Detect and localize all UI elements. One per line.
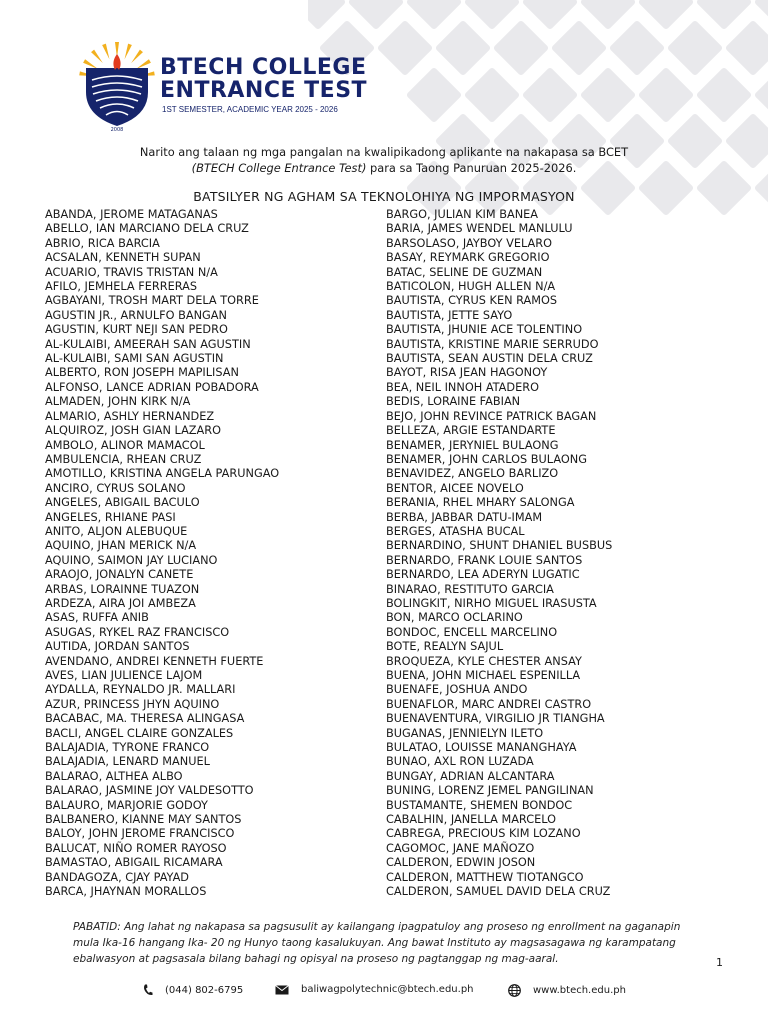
footer-email <box>275 984 474 995</box>
name-list-item: BOLINGKIT, NIRHO MIGUEL IRASUSTA <box>386 596 597 610</box>
name-list-item: BINARAO, RESTITUTO GARCIA <box>386 582 554 596</box>
btech-logo-icon <box>78 40 156 132</box>
name-list-item: ABELLO, IAN MARCIANO DELA CRUZ <box>45 222 249 236</box>
name-list-item: BON, MARCO OCLARINO <box>386 611 523 625</box>
name-list-item: AYDALLA, REYNALDO JR. MALLARI <box>45 683 236 697</box>
name-list-item: BASAY, REYMARK GREGORIO <box>386 251 550 265</box>
name-list-item: ALMADEN, JOHN KIRK N/A <box>45 395 191 409</box>
name-list-item: AVES, LIAN JULIENCE LAJOM <box>45 669 203 682</box>
name-list-item: AMOTILLO, KRISTINA ANGELA PARUNGAO <box>45 467 280 481</box>
name-list-item: AQUINO, JHAN MERICK N/A <box>45 539 197 553</box>
footer-phone-text: (044) 802-6795 <box>165 984 244 996</box>
name-list-item: CALDERON, MATTHEW TIOTANGCO <box>386 870 584 884</box>
name-list-item: ANCIRO, CYRUS SOLANO <box>45 481 186 495</box>
footer-website-text[interactable]: www.btech.edu.ph <box>533 985 626 996</box>
name-list-item: BALARAO, JASMINE JOY VALDESOTTO <box>45 784 254 798</box>
name-list-item: BUNING, LORENZ JEMEL PANGILINAN <box>386 784 594 798</box>
name-list-item: BAUTISTA, CYRUS KEN RAMOS <box>386 294 558 308</box>
name-list-item: BERANIA, RHEL MHARY SALONGA <box>386 496 575 510</box>
header-title-line2: ENTRANCE TEST <box>160 78 368 103</box>
name-list-item: AFILO, JEMHELA FERRERAS <box>45 280 198 294</box>
intro-line2-rest: para sa Taong Panuruan 2025-2026. <box>366 161 577 175</box>
background-diamond <box>435 20 492 77</box>
intro-line2 <box>0 160 768 176</box>
name-list-item: BALAURO, MARJORIE GODOY <box>45 798 208 812</box>
name-list-item: BAYOT, RISA JEAN HAGONOY <box>386 366 548 380</box>
name-list-item: CABALHIN, JANELLA MARCELO <box>386 813 557 827</box>
name-list-item: BERNARDINO, SHUNT DHANIEL BUSBUS <box>386 539 613 553</box>
name-list-item: BERBA, JABBAR DATU-IMAM <box>386 510 543 524</box>
name-list-item: BULATAO, LOUISSE MANANGHAYA <box>386 741 577 755</box>
background-diamond <box>696 0 753 30</box>
program-title: BATSILYER NG AGHAM SA TEKNOLOHIYA NG IMPORMASYON <box>193 189 575 204</box>
name-list-item: BANDAGOZA, CJAY PAYAD <box>45 870 190 884</box>
name-list-item: ANGELES, RHIANE PASI <box>45 510 176 524</box>
name-list-item: BELLEZA, ARGIE ESTANDARTE <box>386 424 556 438</box>
name-list-item: CALDERON, SAMUEL DAVID DELA CRUZ <box>386 885 611 899</box>
background-diamond <box>348 0 405 30</box>
page-number: 1 <box>716 956 723 969</box>
name-list-item: BAUTISTA, JETTE SAYO <box>386 308 513 322</box>
name-list-item: AGUSTIN JR., ARNULFO BANGAN <box>45 308 227 322</box>
name-list-item: BARGO, JULIAN KIM BANEA <box>386 208 539 221</box>
intro-bcet-name: (BTECH College Entrance Test) <box>191 161 367 175</box>
footer-email-text[interactable]: baliwagpolytechnic@btech.edu.ph <box>301 984 474 995</box>
globe-icon <box>508 984 521 997</box>
name-list-item: ABRIO, RICA BARCIA <box>45 236 160 250</box>
name-list-item: ANITO, ALJON ALEBUQUE <box>45 524 188 538</box>
name-list-item: AVENDANO, ANDREI KENNETH FUERTE <box>45 654 264 668</box>
name-list-item: BENAMER, JOHN CARLOS BULAONG <box>386 452 587 466</box>
name-list-item: BAUTISTA, JHUNIE ACE TOLENTINO <box>386 323 583 337</box>
name-list-item: BROQUEZA, KYLE CHESTER ANSAY <box>386 654 582 668</box>
names-list-left <box>45 208 279 900</box>
name-list-item: BEDIS, LORAINE FABIAN <box>386 395 521 409</box>
name-list-item: AGBAYANI, TROSH MART DELA TORRE <box>45 294 259 308</box>
name-list-item: BEJO, JOHN REVINCE PATRICK BAGAN <box>386 409 597 423</box>
name-list-item: BARSOLASO, JAYBOY VELARO <box>386 236 553 250</box>
mail-icon <box>275 985 289 995</box>
background-diamond <box>522 67 579 124</box>
name-list-item: BACABAC, MA. THERESA ALINGASA <box>45 712 245 726</box>
name-list-item: BALOY, JOHN JEROME FRANCISCO <box>45 827 235 841</box>
name-list-item: AZUR, PRINCESS JHYN AQUINO <box>45 697 220 711</box>
name-list-item: ASAS, RUFFA ANIB <box>45 611 149 625</box>
background-diamond <box>406 0 463 30</box>
name-list-item: ACSALAN, KENNETH SUPAN <box>45 251 201 265</box>
name-list-item: BALAJADIA, LENARD MANUEL <box>45 755 210 769</box>
name-list-item: AL-KULAIBI, SAMI SAN AGUSTIN <box>45 352 224 366</box>
background-diamond <box>696 67 753 124</box>
name-list-item: CALDERON, EDWIN JOSON <box>386 856 536 870</box>
name-list-item: ARBAS, LORAINNE TUAZON <box>45 582 200 596</box>
name-list-item: BERNARDO, FRANK LOUIE SANTOS <box>386 553 583 567</box>
name-list-item: BUENAFE, JOSHUA ANDO <box>386 683 528 697</box>
name-list-item: BALUCAT, NIÑO ROMER RAYOSO <box>45 841 227 855</box>
name-list-item: BERNARDO, LEA ADERYN LUGATIC <box>386 568 580 582</box>
background-diamond <box>609 20 666 77</box>
background-diamond <box>464 67 521 124</box>
background-diamond <box>580 67 637 124</box>
background-diamond <box>638 0 695 30</box>
name-list-item: BAUTISTA, KRISTINE MARIE SERRUDO <box>386 337 599 351</box>
name-list-item: ASUGAS, RYKEL RAZ FRANCISCO <box>45 625 230 639</box>
name-list-item: CAGOMOC, JANE MAÑOZO <box>386 841 535 855</box>
name-list-item: BENTOR, AICEE NOVELO <box>386 481 524 495</box>
name-list-item: ARDEZA, AIRA JOI AMBEZA <box>45 596 196 610</box>
name-list-item: BUENA, JOHN MICHAEL ESPENILLA <box>386 669 581 682</box>
name-list-item: ABANDA, JEROME MATAGANAS <box>45 208 218 221</box>
contact-footer <box>0 984 768 1004</box>
name-list-item: AMBULENCIA, RHEAN CRUZ <box>45 452 202 466</box>
background-diamond <box>580 0 637 30</box>
name-list-item: ALBERTO, RON JOSEPH MAPILISAN <box>45 366 239 380</box>
name-list-item: BALBANERO, KIANNE MAY SANTOS <box>45 813 242 827</box>
name-list-item: BALARAO, ALTHEA ALBO <box>45 769 183 783</box>
document-header <box>78 40 378 132</box>
name-list-item: AMBOLO, ALINOR MAMACOL <box>45 438 205 452</box>
background-diamond <box>725 20 768 77</box>
name-list-item: ALFONSO, LANCE ADRIAN POBADORA <box>45 380 259 394</box>
logo-year: 2008 <box>110 127 124 132</box>
name-list-item: AGUSTIN, KURT NEJI SAN PEDRO <box>45 323 228 337</box>
background-diamond <box>406 67 463 124</box>
name-list-item: ALMARIO, ASHLY HERNANDEZ <box>45 409 215 423</box>
name-list-item: BERGES, ATASHA BUCAL <box>386 524 525 538</box>
name-list-item: BARIA, JAMES WENDEL MANLULU <box>386 222 573 236</box>
name-list-item: ARAOJO, JONALYN CANETE <box>45 568 194 582</box>
phone-icon <box>143 984 153 996</box>
background-diamond <box>464 0 521 30</box>
name-list-item: BACLI, ANGEL CLAIRE GONZALES <box>45 726 234 740</box>
name-list-item: BUNGAY, ADRIAN ALCANTARA <box>386 769 555 783</box>
name-list-item: BAUTISTA, SEAN AUSTIN DELA CRUZ <box>386 352 593 366</box>
name-list-item: AQUINO, SAIMON JAY LUCIANO <box>45 553 218 567</box>
name-list-item: BUENAFLOR, MARC ANDREI CASTRO <box>386 697 592 711</box>
header-semester: 1ST SEMESTER, ACADEMIC YEAR 2025 - 2026 <box>162 105 338 114</box>
name-list-item: BATICOLON, HUGH ALLEN N/A <box>386 280 556 294</box>
name-list-item: AUTIDA, JORDAN SANTOS <box>45 640 190 654</box>
intro-line1: Narito ang talaan ng mga pangalan na kwalipikadong aplikante na nakapasa sa BCET <box>139 145 629 159</box>
background-diamond <box>522 0 579 30</box>
pabatid-notice: PABATID: Ang lahat ng nakapasa sa pagsusulit ay kailangang ipagpatuloy ang proseso ng enrollment na gaganapin mula Ika-16 hangang Ika- 20 ng Hunyo taong kasalukuyan. Ang bawat Instituto ay magsasagawa ng karampatang ebalwasyon at pagsasala bilang bahagi ng opisyal na proseso ng pagtanggap ng mag-aaral. <box>73 921 681 965</box>
footer-phone <box>143 984 243 996</box>
name-list-item: AL-KULAIBI, AMEERAH SAN AGUSTIN <box>45 337 251 351</box>
name-list-item: BAMASTAO, ABIGAIL RICAMARA <box>45 856 223 870</box>
name-list-item: BONDOC, ENCELL MARCELINO <box>386 625 558 639</box>
name-list-item: BALAJADIA, TYRONE FRANCO <box>45 741 210 755</box>
name-list-item: BARCA, JHAYNAN MORALLOS <box>45 885 207 899</box>
background-diamond <box>551 20 608 77</box>
name-list-item: ANGELES, ABIGAIL BACULO <box>45 496 200 510</box>
name-list-item: BEA, NEIL INNOH ATADERO <box>386 380 539 394</box>
names-list-right <box>386 208 612 900</box>
name-list-item: BUENAVENTURA, VIRGILIO JR TIANGHA <box>386 712 605 726</box>
background-diamond <box>493 20 550 77</box>
name-list-item: BENAVIDEZ, ANGELO BARLIZO <box>386 467 559 481</box>
background-diamond <box>377 20 434 77</box>
name-list-item: BENAMER, JERYNIEL BULAONG <box>386 438 559 452</box>
name-list-item: ACUARIO, TRAVIS TRISTAN N/A <box>45 265 218 279</box>
background-diamond <box>638 67 695 124</box>
name-list-item: BOTE, REALYN SAJUL <box>386 640 504 654</box>
name-list-item: BUGANAS, JENNIELYN ILETO <box>386 726 544 740</box>
name-list-item: BUSTAMANTE, SHEMEN BONDOC <box>386 798 573 812</box>
name-list-item: ALQUIROZ, JOSH GIAN LAZARO <box>45 424 222 438</box>
name-list-item: BUNAO, AXL RON LUZADA <box>386 755 534 769</box>
background-diamond <box>667 20 724 77</box>
footer-website <box>508 984 626 997</box>
intro-text <box>0 144 768 176</box>
name-list-item: CABREGA, PRECIOUS KIM LOZANO <box>386 827 581 841</box>
header-title-line1: BTECH COLLEGE <box>160 55 367 80</box>
name-list-item: BATAC, SELINE DE GUZMAN <box>386 265 543 279</box>
